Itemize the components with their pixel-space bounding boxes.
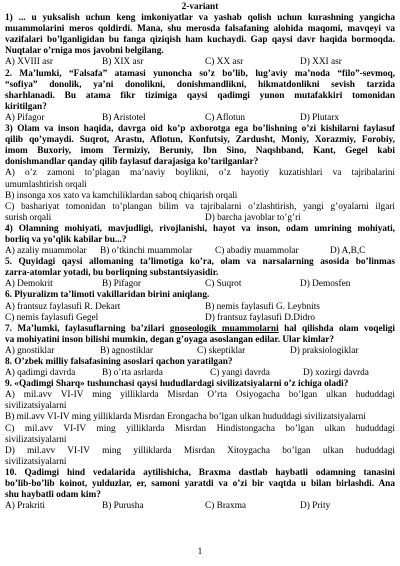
question-3-option-a: A) o’z zamoni to’plagan ma’naviy boylikni, o’z hayotiy kuzatishlari va tajribalarini bbox=[5, 168, 395, 179]
question-9-stem-line: 9. «Qadimgi Sharq» tushunchasi qaysi hududlardagi sivilizatsiyalarni o’z ichiga oladi? bbox=[5, 379, 349, 390]
question-5-option-a: A) Demokrit bbox=[5, 279, 53, 290]
question-2-options bbox=[5, 113, 395, 124]
question-1-stem-line: Nuqtalar o’rniga mos javobni belgilang. bbox=[5, 46, 164, 57]
question-1-option-d: D) XXI asr bbox=[300, 57, 342, 68]
question-6-option-a: A) frantsuz faylasufi R. Dekart bbox=[5, 301, 121, 312]
question-7-option-d: D) praksiologiklar bbox=[290, 345, 359, 356]
question-9-option-c: C) mil.avv VI-IV ming yilliklarda Misrdan Hindistongacha bo’lgan ulkan hududdagi bbox=[5, 423, 395, 434]
question-9-option-d: D) mil.avv VI-IV ming yilliklarda Misrdan Xitoygacha bo’lgan ulkan hududdagi bbox=[5, 445, 395, 456]
question-8-option-d: D) xozirgi davrda bbox=[303, 368, 369, 379]
question-5-option-d: D) Demosfen bbox=[300, 279, 351, 290]
test-content bbox=[5, 2, 395, 512]
question-1-stem-line: 1) ... u yuksalish uchun keng imkoniyatlar va yashab qolish uchun kurashning yangicha bbox=[5, 13, 395, 24]
question-6-option-d: D) frantsuz faylasufi D.Didro bbox=[205, 312, 315, 323]
question-1-options bbox=[5, 57, 395, 68]
question-1-stem-line: vazifalari bo’lganligidan bu fanga qiziqish ham kuchaydi. Gap qaysi davr haqida bormoqda. bbox=[5, 35, 395, 46]
question-7-stem-line: va mohiyatini inson bilishi mumkin, degan g’oyaga asoslangan edilar. Ular kimlar? bbox=[5, 334, 335, 345]
question-9-option-c-continuation: sivilizatsiyalarni bbox=[5, 434, 67, 445]
question-3-option-b: B) insonga xos xato va kamchiliklardan saboq chiqarish orqali bbox=[5, 190, 238, 201]
question-10-stem-line: bo’lib-bo’lib koinot, yulduzlar, er, samoni yaratdi va o’zi bir vaqtda u bilan birlashdi. Ana bbox=[5, 479, 395, 490]
question-6-option-c: C) nemis faylasufi Gegel bbox=[5, 312, 99, 323]
question-3-stem-line: donishmandlar qanday qilib faylasuf darajasiga ko’tarilganlar? bbox=[5, 157, 259, 168]
question-10-option-d: D) Prity bbox=[300, 501, 331, 512]
question-6-options bbox=[5, 302, 395, 324]
question-3-option-c-continuation: surish orqali bbox=[5, 212, 52, 223]
question-10-option-a: A) Prakriti bbox=[5, 501, 46, 512]
question-10-option-b: B) Purusha bbox=[102, 501, 144, 512]
question-2-option-c: C) Aflotun bbox=[205, 112, 246, 123]
question-8-option-b: B) o’rta asrlarda bbox=[102, 368, 163, 379]
question-2-stem-line: 2. Ma’lumki, “Falsafa” atamasi yunoncha so’z bo’lib, lug’aviy ma’noda “filo”-sevmoq, bbox=[5, 68, 395, 79]
question-6-stem-line: 6. Plyuralizm ta’limoti vakillaridan birini aniqlang. bbox=[5, 290, 210, 301]
question-5-stem-line: zarra-atomlar yotadi, bu borliqning substantsiyasidir. bbox=[5, 268, 219, 279]
question-2-option-b: B) Aristotel bbox=[102, 112, 146, 123]
question-5-options bbox=[5, 279, 395, 290]
question-7-stem-text: 7. Ma’lumki, faylasuflarning ba’zilari bbox=[5, 323, 170, 334]
question-7-option-c: C) skeptiklar bbox=[197, 345, 246, 356]
question-10-stem-line: shu haybatli odam kim? bbox=[5, 490, 101, 501]
question-3-option-a-continuation: umumlashtirish orqali bbox=[5, 179, 87, 190]
question-8-option-a: A) qadimgi davrda bbox=[5, 368, 76, 379]
question-2-option-a: A) Pifagor bbox=[5, 112, 45, 123]
question-9-option-d-continuation: sivilizatsiyalarni bbox=[5, 456, 67, 467]
question-8-option-c: C) yangi davrda bbox=[210, 368, 270, 379]
question-3-stem-line: imom Buxoriy, imom Termiziy, Beruniy, Ibn Sino, Naqshband, Kant, Gegel kabi bbox=[5, 146, 395, 157]
page-number: 1 bbox=[197, 547, 203, 557]
question-9-option-a: A) mil.avv VI-IV ming yilliklarda Misrdan O’rta Osiyogacha bo’lgan ulkan hududdagi bbox=[5, 390, 395, 401]
question-7-options bbox=[5, 346, 395, 357]
question-8-options bbox=[5, 368, 395, 379]
question-3-options-row bbox=[5, 213, 395, 224]
question-2-stem-line: sharhlanadi. Bu atama fikr tizimiga qaysi qadimgi yunon mutafakkiri tomonidan bbox=[5, 90, 395, 101]
question-3-option-c: C) bashariyat tomonidan to’plangan bilim va tajribalarni o’zlashtirish, yangi g’oyalarni ilgari bbox=[5, 201, 395, 212]
question-7-underlined-term: gnoseologik muammolarni bbox=[169, 323, 279, 334]
question-4-options bbox=[5, 246, 395, 257]
question-9-option-a-continuation: sivilizatsiyalarni bbox=[5, 401, 67, 412]
question-7-stem-text: hal qilishda olam voqeligi bbox=[278, 323, 396, 334]
question-4-option-d: D) A,B,C bbox=[330, 246, 366, 257]
question-7-option-b: B) agnostiklar bbox=[100, 345, 153, 356]
question-4-option-b: B) o’tkinchi muammolar bbox=[100, 246, 193, 257]
question-3-stem-line: 3) Olam va inson haqida, davrga oid ko’p axborotga ega bo’lishning o’zi kishilarni faylasuf bbox=[5, 124, 395, 135]
question-4-stem-line: 4) Olamning mohiyati, mavjudligi, rivojlanishi, hayot va inson, odam umrining mohiyati, bbox=[5, 223, 395, 234]
question-2-option-d: D) Plutarx bbox=[300, 112, 339, 123]
question-3-option-d: D) barcha javoblar to’g’ri bbox=[205, 212, 301, 223]
question-10-options bbox=[5, 501, 395, 512]
question-5-option-c: C) Suqrot bbox=[205, 279, 242, 290]
variant-title: 2-variant bbox=[181, 2, 219, 12]
question-4-option-c: C) abadiy muammolar bbox=[215, 246, 299, 257]
question-3-stem-line: qilib qo’ymaydi. Suqrot, Arastu, Aflotun, Konfutsiy, Zardusht, Moniy, Xorazmiy, Forobiy, bbox=[5, 135, 395, 146]
question-4-option-a: A) azaliy muammolar bbox=[5, 246, 87, 257]
question-1-stem-line: muammolarini meros qoldirdi. Mana, shu merosda falsafaning alohida maqomi, mavqeyi va bbox=[5, 24, 395, 35]
question-6-option-b: B) nemis faylasufi G. Leybnits bbox=[205, 301, 320, 312]
question-1-option-a: A) XVIII asr bbox=[5, 57, 54, 68]
question-8-stem-line: 8. O’zbek milliy falsafasining asoslari qachon yaratilgan? bbox=[5, 357, 233, 367]
question-7-stem-line bbox=[5, 324, 395, 335]
question-4-stem-line: borliq va yo’qlik kabilar bu...? bbox=[5, 234, 127, 245]
question-1-option-c: C) XX asr bbox=[205, 57, 244, 68]
question-7-option-a: A) gnostiklar bbox=[5, 345, 55, 356]
question-5-stem-line: 5. Quyidagi qaysi allomaning ta’limotiga ko’ra, olam va narsalarning asosida bo’linmas bbox=[5, 257, 395, 268]
question-10-stem-line: 10. Qadimgi hind vedalarida aytilishicha, Braxma dastlab haybatli odamning tanasini bbox=[5, 467, 395, 478]
question-2-stem-line: kiritilgan? bbox=[5, 101, 47, 112]
question-2-stem-line: “sofiya” donolik, ya’ni donolikni, donishmandlikni, hikmatdonlikni sevish tarzida bbox=[5, 79, 395, 90]
question-9-option-b: B) mil.avv VI-IV ming yilliklarda Misrdan Erongacha bo’lgan ulkan hududdagi sivilizatsiyalarni bbox=[5, 412, 366, 423]
question-5-option-b: B) Pifagor bbox=[102, 279, 141, 290]
question-1-option-b: B) XIX asr bbox=[102, 57, 144, 68]
question-10-option-c: C) Braxma bbox=[205, 501, 247, 512]
